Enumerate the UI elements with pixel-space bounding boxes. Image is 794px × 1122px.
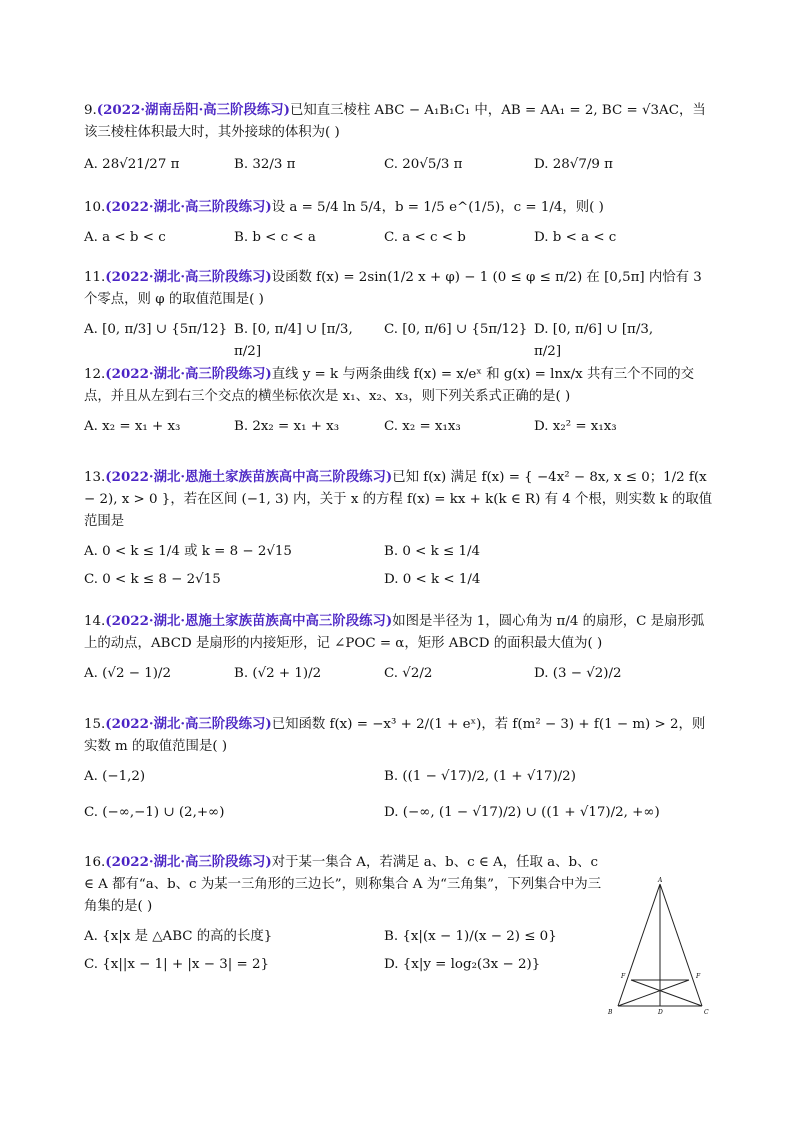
triangle-figure bbox=[604, 876, 716, 1018]
option-c[interactable]: C. a < c < b bbox=[384, 230, 466, 245]
options-row bbox=[84, 227, 714, 249]
option-b[interactable]: B. {x|(x − 1)/(x − 2) ≤ 0} bbox=[384, 929, 557, 944]
label-right-side: F bbox=[696, 973, 701, 980]
question-number: 9. bbox=[84, 103, 97, 118]
options-row bbox=[84, 416, 714, 438]
question-source: (2022·湖北·高三阶段练习) bbox=[105, 269, 272, 285]
question-12 bbox=[84, 363, 714, 438]
option-d[interactable]: D. (−∞, (1 − √17)/2) ∪ ((1 + √17)/2, +∞) bbox=[384, 805, 660, 820]
option-c[interactable]: C. 20√5/3 π bbox=[384, 157, 463, 172]
label-bottom-right: C bbox=[704, 1009, 709, 1016]
question-16 bbox=[84, 851, 604, 976]
label-apex: A bbox=[658, 877, 663, 884]
option-a[interactable]: A. [0, π/3] ∪ {5π/12} bbox=[84, 322, 228, 337]
option-a[interactable]: A. 0 < k ≤ 1/4 或 k = 8 − 2√15 bbox=[84, 544, 292, 559]
question-number: 12. bbox=[84, 367, 106, 382]
question-source: (2022·湖北·高三阶段练习) bbox=[105, 716, 272, 732]
question-number: 11. bbox=[84, 270, 106, 285]
question-10 bbox=[84, 196, 714, 249]
option-d[interactable]: D. (3 − √2)/2 bbox=[534, 666, 622, 681]
options-grid bbox=[84, 541, 714, 591]
option-a[interactable]: A. (√2 − 1)/2 bbox=[84, 666, 171, 681]
option-c[interactable]: C. √2/2 bbox=[384, 666, 433, 681]
option-b[interactable]: B. 2x₂ = x₁ + x₃ bbox=[234, 419, 340, 434]
option-a[interactable]: A. 28√21/27 π bbox=[84, 157, 180, 172]
question-stem: 设函数 f(x) = 2sin(1/2 x + φ) − 1 (0 ≤ φ ≤ π/2) 在 [0,5π] 内恰有 3 个零点，则 φ 的取值范围是( ) bbox=[84, 270, 702, 307]
option-b[interactable]: B. b < c < a bbox=[234, 230, 316, 245]
options-grid bbox=[84, 766, 714, 824]
question-source: (2022·湖南岳阳·高三阶段练习) bbox=[96, 102, 290, 118]
option-b[interactable]: B. 0 < k ≤ 1/4 bbox=[384, 544, 481, 559]
option-c[interactable]: C. {x||x − 1| + |x − 3| = 2} bbox=[84, 957, 270, 972]
question-stem: 已知直三棱柱 ABC − A₁B₁C₁ 中，AB = AA₁ = 2, BC = √3AC，当该三棱柱体积最大时，其外接球的体积为( ) bbox=[84, 103, 706, 140]
option-d[interactable]: D. [0, π/6] ∪ [π/3, π/2] bbox=[534, 322, 654, 359]
options-row bbox=[84, 319, 714, 363]
question-source: (2022·湖北·高三阶段练习) bbox=[105, 366, 272, 382]
question-stem: 如图是半径为 1，圆心角为 π/4 的扇形，C 是扇形弧上的动点，ABCD 是扇形的内接矩形，记 ∠POC = α，矩形 ABCD 的面积最大值为( ) bbox=[84, 614, 705, 651]
question-source: (2022·湖北·高三阶段练习) bbox=[105, 854, 272, 870]
option-c[interactable]: C. 0 < k ≤ 8 − 2√15 bbox=[84, 572, 221, 587]
question-9 bbox=[84, 99, 714, 176]
option-a[interactable]: A. (−1,2) bbox=[84, 769, 146, 784]
option-b[interactable]: B. (√2 + 1)/2 bbox=[234, 666, 322, 681]
question-number: 14. bbox=[84, 614, 106, 629]
option-d[interactable]: D. 0 < k < 1/4 bbox=[384, 572, 481, 587]
label-bottom-mid: D bbox=[658, 1009, 663, 1016]
question-number: 15. bbox=[84, 717, 106, 732]
option-b[interactable]: B. ((1 − √17)/2, (1 + √17)/2) bbox=[384, 769, 576, 784]
options-row bbox=[84, 154, 714, 176]
question-15 bbox=[84, 713, 714, 824]
option-d[interactable]: D. {x|y = log₂(3x − 2)} bbox=[384, 957, 541, 972]
options-grid bbox=[84, 926, 604, 976]
question-13 bbox=[84, 466, 714, 591]
option-d[interactable]: D. 28√7/9 π bbox=[534, 157, 613, 172]
option-c[interactable]: C. [0, π/6] ∪ {5π/12} bbox=[384, 322, 528, 337]
label-bottom-left: B bbox=[608, 1009, 613, 1016]
option-d[interactable]: D. x₂² = x₁x₃ bbox=[534, 419, 617, 434]
question-number: 16. bbox=[84, 855, 106, 870]
question-stem: 对于某一集合 A，若满足 a、b、c ∈ A，任取 a、b、c ∈ A 都有“a、b、c 为某一三角形的三边长”，则称集合 A 为“三角集”，下列集合中为三角集的是( ) bbox=[84, 855, 602, 914]
option-a[interactable]: A. x₂ = x₁ + x₃ bbox=[84, 419, 181, 434]
label-left-side: F bbox=[621, 973, 626, 980]
question-source: (2022·湖北·高三阶段练习) bbox=[105, 199, 272, 215]
option-a[interactable]: A. {x|x 是 △ABC 的高的长度} bbox=[84, 929, 273, 944]
option-b[interactable]: B. 32/3 π bbox=[234, 157, 296, 172]
option-a[interactable]: A. a < b < c bbox=[84, 230, 166, 245]
question-stem: 已知 f(x) 满足 f(x) = { −4x² − 8x, x ≤ 0；1/2 f(x − 2), x > 0 }，若在区间 (−1, 3) 内，关于 x 的方程 f(x) = kx + k(k ∈ R) 有 4 个根，则实数 k 的取值范围是 bbox=[84, 470, 713, 529]
question-stem: 已知函数 f(x) = −x³ + 2/(1 + eˣ)，若 f(m² − 3) + f(1 − m) > 2，则实数 m 的取值范围是( ) bbox=[84, 717, 706, 754]
question-source: (2022·湖北·恩施土家族苗族高中高三阶段练习) bbox=[105, 469, 393, 485]
question-number: 13. bbox=[84, 470, 106, 485]
question-14 bbox=[84, 610, 714, 685]
option-b[interactable]: B. [0, π/4] ∪ [π/3, π/2] bbox=[234, 322, 353, 359]
options-row bbox=[84, 663, 714, 685]
option-c[interactable]: C. (−∞,−1) ∪ (2,+∞) bbox=[84, 805, 225, 820]
question-source: (2022·湖北·恩施土家族苗族高中高三阶段练习) bbox=[105, 613, 393, 629]
question-number: 10. bbox=[84, 200, 106, 215]
question-11 bbox=[84, 266, 714, 363]
option-c[interactable]: C. x₂ = x₁x₃ bbox=[384, 419, 461, 434]
option-d[interactable]: D. b < a < c bbox=[534, 230, 617, 245]
question-stem: 设 a = 5/4 ln 5/4，b = 1/5 e^(1/5)，c = 1/4，则( ) bbox=[271, 200, 604, 215]
question-stem: 直线 y = k 与两条曲线 f(x) = x/eˣ 和 g(x) = lnx/x 共有三个不同的交点，并且从左到右三个交点的横坐标依次是 x₁、x₂、x₃，则下列关系式正确的是( ) bbox=[84, 367, 695, 404]
